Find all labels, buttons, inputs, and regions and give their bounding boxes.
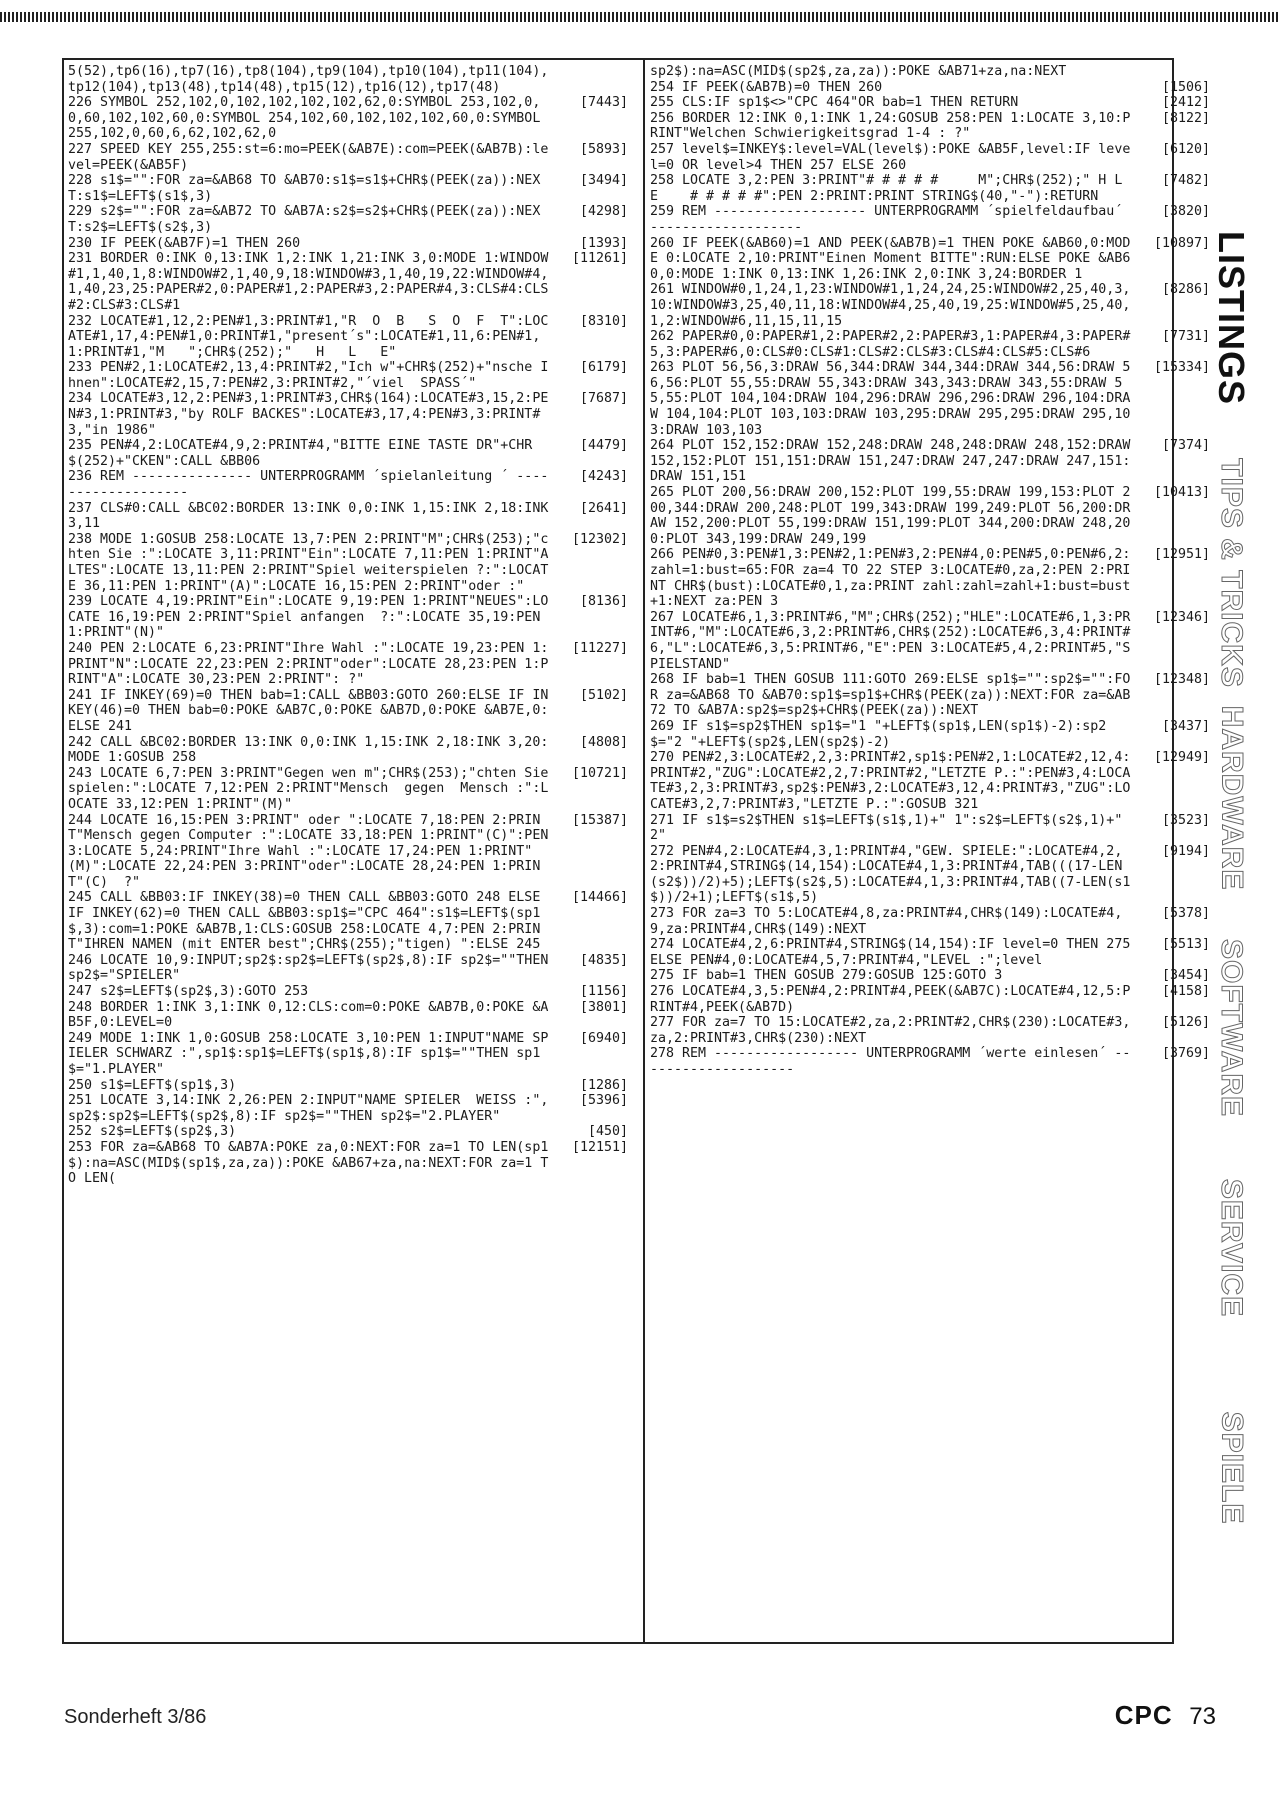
code-line — [68, 142, 628, 173]
issue-label: Sonderheft 3/86 — [64, 1706, 207, 1728]
code-text: 263 PLOT 56,56,3:DRAW 56,344:DRAW 344,344:DRAW 344,56:DRAW 56,56:PLOT 55,55:DRAW 55,343:DRAW 343,343:DRAW 343,55:DRAW 55,55:PLOT 104,104:DRAW 104,296:DRAW 296,296:DRAW 296,104:DRAW 104,104:PLOT 103,103:DRAW 103,295:DRAW 295,295:DRAW 295,103:DRAW 103,103 — [650, 360, 1131, 438]
sidebar-section-text: SPIELE — [1215, 1411, 1249, 1525]
code-text: 277 FOR za=7 TO 15:LOCATE#2,za,2:PRINT#2,CHR$(230):LOCATE#3,za,2:PRINT#3,CHR$(230):NEXT — [650, 1015, 1131, 1046]
code-line — [68, 735, 628, 766]
code-line — [68, 204, 628, 235]
code-text: 266 PEN#0,3:PEN#1,3:PEN#2,1:PEN#3,2:PEN#4,0:PEN#5,0:PEN#6,2:zahl=1:bust=65:FOR za=4 TO 22 STEP 3:LOCATE#0,za,2:PEN 2:PRINT CHR$(bust):LOCATE#0,1,za:PRINT zahl:zahl=zahl+1:bust=bust+1:NEXT za:PEN 3 — [650, 547, 1131, 610]
code-text: 230 IF PEEK(&AB7F)=1 THEN 260 — [68, 235, 301, 251]
sidebar-section-text: SERVICE — [1215, 1178, 1249, 1318]
code-line — [650, 937, 1210, 968]
code-line — [650, 1046, 1210, 1077]
checksum: [3494] — [579, 173, 628, 189]
checksum: [11227] — [571, 640, 628, 656]
checksum: [5102] — [579, 687, 628, 703]
code-text: 238 MODE 1:GOSUB 258:LOCATE 13,7:PEN 2:PRINT"M";CHR$(253);"chten Sie :":LOCATE 3,11:PRINT"Ein":LOCATE 7,11:PEN 1:PRINT"ALTES":LOCATE 13,11:PEN 2:PRINT"Spiel weiterspielen ?:":LOCATE 36,11:PEN 1:PRINT"(A)":LOCATE 16,15:PEN 2:PRINT"oder :" — [68, 531, 549, 594]
code-text: 267 LOCATE#6,1,3:PRINT#6,"M";CHR$(252);"HLE":LOCATE#6,1,3:PRINT#6,"M":LOCATE#6,3,2:PRINT#6,CHR$(252):LOCATE#6,3,4:PRINT#6,"L":LOCATE#6,3,5:PRINT#6,"E":PEN 3:LOCATE#5,4,2:PRINT#5,"SPIELSTAND" — [650, 609, 1131, 672]
code-text: 262 PAPER#0,0:PAPER#1,2:PAPER#2,2:PAPER#3,1:PAPER#4,3:PAPER#5,3:PAPER#6,0:CLS#0:CLS#1:CLS#2:CLS#3:CLS#4:CLS#5:CLS#6 — [650, 329, 1131, 360]
code-line — [68, 688, 628, 735]
checksum: [5396] — [579, 1093, 628, 1109]
sidebar-section-text: LISTINGS — [1211, 230, 1253, 406]
code-line — [68, 532, 628, 594]
code-line — [650, 64, 1210, 80]
checksum: [10721] — [571, 765, 628, 781]
code-text: 270 PEN#2,3:LOCATE#2,2,3:PRINT#2,sp1$:PEN#2,1:LOCATE#2,12,4:PRINT#2,"ZUG":LOCATE#2,2,7:PRINT#2,"LETZTE P.:":PEN#3,4:LOCATE#3,2,3:PRINT#3,sp2$:PEN#3,2:LOCATE#3,12,4:PRINT#3,"ZUG":LOCATE#3,2,7:PRINT#3,"LETZTE P.:":GOSUB 321 — [650, 750, 1131, 812]
checksum: [8286] — [1161, 282, 1210, 298]
code-text: 227 SPEED KEY 255,255:st=6:mo=PEEK(&AB7E):com=PEEK(&AB7B):level=PEEK(&AB5F) — [68, 141, 549, 173]
code-line — [68, 813, 628, 891]
top-border-rule — [0, 12, 1280, 22]
code-text: 275 IF bab=1 THEN GOSUB 279:GOSUB 125:GOTO 3 — [650, 968, 1003, 984]
code-line — [650, 719, 1210, 750]
checksum: [4808] — [579, 734, 628, 750]
sidebar-section-text: HARDWARE — [1215, 705, 1249, 891]
sidebar-section-text: TIPS & TRICKS — [1215, 458, 1248, 688]
code-text: 243 LOCATE 6,7:PEN 3:PRINT"Gegen wen m";CHR$(253);"chten Sie spielen:":LOCATE 7,12:PEN 2:PRINT"Mensch gegen Mensch :":LOCATE 33,12:PEN 1:PRINT"(M)" — [68, 765, 557, 812]
checksum: [12346] — [1153, 609, 1210, 625]
code-line — [68, 438, 628, 469]
code-line — [68, 173, 628, 204]
code-text: 249 MODE 1:INK 1,0:GOSUB 258:LOCATE 3,10:PEN 1:INPUT"NAME SPIELER SCHWARZ :",sp1$:sp1$=LEFT$(sp1$,8):IF sp1$=""THEN sp1$="1.PLAYER" — [68, 1030, 549, 1077]
code-text: 256 BORDER 12:INK 0,1:INK 1,24:GOSUB 258:PEN 1:LOCATE 3,10:PRINT"Welchen Schwierigkeitsgrad 1-4 : ?" — [650, 110, 1131, 142]
code-line — [650, 95, 1210, 111]
checksum: [6179] — [579, 360, 628, 376]
checksum: [4835] — [579, 952, 628, 968]
section-sidebar — [1186, 58, 1276, 1644]
checksum: [12951] — [1153, 547, 1210, 563]
sidebar-section-label — [1186, 178, 1276, 458]
checksum: [3769] — [1161, 1046, 1210, 1062]
checksum: [12949] — [1153, 750, 1210, 766]
code-line — [650, 111, 1210, 142]
code-text: 250 s1$=LEFT$(sp1$,3) — [68, 1077, 237, 1093]
code-text: 237 CLS#0:CALL &BC02:BORDER 13:INK 0,0:INK 1,15:INK 2,18:INK 3,11 — [68, 500, 557, 532]
checksum: [5126] — [1161, 1015, 1210, 1031]
code-text: 251 LOCATE 3,14:INK 2,26:PEN 2:INPUT"NAME SPIELER WEISS :",sp2$:sp2$=LEFT$(sp2$,8):IF sp2$=""THEN sp2$="2.PLAYER" — [68, 1093, 549, 1124]
code-text: 278 REM ------------------ UNTERPROGRAMM ´werte einlesen´ -------------------- — [650, 1046, 1131, 1077]
code-line — [650, 204, 1210, 235]
code-line — [68, 953, 628, 984]
code-line — [650, 80, 1210, 96]
code-line — [68, 1140, 628, 1187]
code-text: 231 BORDER 0:INK 0,13:INK 1,2:INK 1,21:INK 3,0:MODE 1:WINDOW#1,1,40,1,8:WINDOW#2,1,40,9,18:WINDOW#3,1,40,19,22:WINDOW#4,1,40,23,25:PAPER#2,0:PAPER#1,2:PAPER#3,2:PAPER#4,3:CLS#4:CLS#2:CLS#3:CLS#1 — [68, 251, 549, 313]
code-line — [68, 890, 628, 952]
code-text: 255 CLS:IF sp1$<>"CPC 464"OR bab=1 THEN RETURN — [650, 95, 1019, 111]
code-text: 235 PEN#4,2:LOCATE#4,9,2:PRINT#4,"BITTE EINE TASTE DR"+CHR$(252)+"CKEN":CALL &BB06 — [68, 438, 533, 469]
checksum: [5893] — [579, 141, 628, 157]
column-divider — [643, 58, 645, 1644]
code-text: 232 LOCATE#1,12,2:PEN#1,3:PRINT#1,"R O B S O F T":LOCATE#1,17,4:PEN#1,0:PRINT#1,"present´s":LOCATE#1,11,6:PEN#1,1:PRINT#1,"M ";CHR$(252);" H L E" — [68, 313, 549, 360]
code-text: 246 LOCATE 10,9:INPUT;sp2$:sp2$=LEFT$(sp2$,8):IF sp2$=""THEN sp2$="SPIELER" — [68, 952, 557, 984]
checksum: [7482] — [1161, 173, 1210, 189]
code-line — [650, 813, 1210, 844]
code-text: 240 PEN 2:LOCATE 6,23:PRINT"Ihre Wahl :":LOCATE 19,23:PEN 1:PRINT"N":LOCATE 22,23:PEN 2:PRINT"oder":LOCATE 28,23:PEN 1:PRINT"A":LOCATE 30,23:PEN 2:PRINT": ?" — [68, 640, 549, 688]
code-line — [650, 844, 1210, 906]
code-text: 245 CALL &BB03:IF INKEY(38)=0 THEN CALL &BB03:GOTO 248 ELSE IF INKEY(62)=0 THEN CALL &BB03:sp1$="CPC 464":s1$=LEFT$(sp1$,3):com=1:POKE &AB7B,1:CLS:GOSUB 258:LOCATE 4,7:PEN 2:PRINT"IHREN NAMEN (mit ENTER best";CHR$(255);"tigen) ":ELSE 245 — [68, 890, 549, 953]
code-line — [68, 641, 628, 688]
code-line — [68, 469, 628, 500]
checksum: [6120] — [1161, 141, 1210, 157]
checksum: [15334] — [1153, 360, 1210, 376]
code-line — [68, 1124, 628, 1140]
code-text: 260 IF PEEK(&AB60)=1 AND PEEK(&AB7B)=1 THEN POKE &AB60,0:MODE 0:LOCATE 2,10:PRINT"Einen Moment BITTE":RUN:ELSE POKE &AB60,0:MODE 1:INK 0,13:INK 1,26:INK 2,0:INK 3,24:BORDER 1 — [650, 235, 1131, 282]
code-text: 257 level$=INKEY$:level=VAL(level$):POKE &AB5F,level:IF level=0 OR level>4 THEN 257 ELSE 260 — [650, 141, 1131, 173]
code-line — [650, 547, 1210, 609]
code-text: 271 IF s1$=s2$THEN s1$=LEFT$(s1$,1)+" 1":s2$=LEFT$(s2$,1)+" 2" — [650, 812, 1131, 844]
code-text: 228 s1$="":FOR za=&AB68 TO &AB70:s1$=s1$+CHR$(PEEK(za)):NEXT:s1$=LEFT$(s1$,3) — [68, 173, 541, 204]
code-line — [650, 984, 1210, 1015]
checksum: [11261] — [571, 251, 628, 267]
code-line — [650, 1015, 1210, 1046]
code-line — [68, 314, 628, 361]
code-text: 241 IF INKEY(69)=0 THEN bab=1:CALL &BB03:GOTO 260:ELSE IF INKEY(46)=0 THEN bab=0:POKE &AB7C,0:POKE &AB7D,0:POKE &AB7E,0:ELSE 241 — [68, 687, 549, 734]
code-text: 261 WINDOW#0,1,24,1,23:WINDOW#1,1,24,24,25:WINDOW#2,25,40,3,10:WINDOW#3,25,40,11,18:WINDOW#4,25,40,19,25:WINDOW#5,25,40,1,2:WINDOW#6,11,15,11,15 — [650, 282, 1131, 329]
magazine-brand: CPC — [1114, 1700, 1173, 1730]
checksum: [8310] — [579, 313, 628, 329]
code-line — [68, 1000, 628, 1031]
code-line — [68, 766, 628, 813]
checksum: [1156] — [579, 984, 628, 1000]
code-line — [68, 1031, 628, 1078]
code-line — [650, 142, 1210, 173]
checksum: [7443] — [579, 95, 628, 111]
code-line — [68, 984, 628, 1000]
checksum: [12302] — [571, 531, 628, 547]
code-text: 252 s2$=LEFT$(sp2$,3) — [68, 1124, 237, 1140]
code-line — [650, 236, 1210, 283]
sidebar-section-label — [1186, 918, 1276, 1138]
sidebar-section-label — [1186, 1368, 1276, 1568]
code-text: 236 REM --------------- UNTERPROGRAMM ´spielanleitung ´ ------------------- — [68, 469, 549, 501]
sidebar-section-text: SOFTWARE — [1215, 939, 1248, 1117]
code-line — [68, 1078, 628, 1094]
code-text: 272 PEN#4,2:LOCATE#4,3,1:PRINT#4,"GEW. SPIELE:":LOCATE#4,2,2:PRINT#4,STRING$(14,154):LOCATE#4,1,3:PRINT#4,TAB(((17-LEN(s2$))/2)+5);LEFT$(s2$,5):LOCATE#4,1,3:PRINT#4,TAB((7-LEN(s1$))/2+1);LEFT$(s1$,5) — [650, 843, 1131, 906]
code-text: 264 PLOT 152,152:DRAW 152,248:DRAW 248,248:DRAW 248,152:DRAW 152,152:PLOT 151,151:DRAW 151,247:DRAW 247,247:DRAW 247,151:DRAW 151,151 — [650, 438, 1139, 485]
code-text: 226 SYMBOL 252,102,0,102,102,102,102,62,0:SYMBOL 253,102,0,0,60,102,102,60,0:SYMBOL 254,102,60,102,102,102,60,0:SYMBOL 255,102,0,60,6,62,102,62,0 — [68, 95, 549, 142]
checksum: [6940] — [579, 1030, 628, 1046]
checksum: [3523] — [1161, 812, 1210, 828]
code-text: 229 s2$="":FOR za=&AB72 TO &AB7A:s2$=s2$+CHR$(PEEK(za)):NEXT:s2$=LEFT$(s2$,3) — [68, 204, 541, 235]
sidebar-section-label — [1186, 458, 1276, 688]
checksum: [9194] — [1161, 843, 1210, 859]
code-text: 234 LOCATE#3,12,2:PEN#3,1:PRINT#3,CHR$(164):LOCATE#3,15,2:PEN#3,1:PRINT#3,"by ROLF BACKES":LOCATE#3,17,4:PEN#3,3:PRINT#3,"in 1986" — [68, 391, 549, 438]
checksum: [10897] — [1153, 235, 1210, 251]
sidebar-section-label — [1186, 688, 1276, 908]
checksum: [2641] — [579, 500, 628, 516]
checksum: [2412] — [1161, 95, 1210, 111]
listing-column-right — [650, 64, 1210, 1078]
code-line — [68, 251, 628, 313]
checksum: [10413] — [1153, 485, 1210, 501]
code-line — [68, 95, 628, 142]
checksum: [12348] — [1153, 672, 1210, 688]
code-line — [68, 64, 628, 95]
code-text: 244 LOCATE 16,15:PEN 3:PRINT" oder ":LOCATE 7,18:PEN 2:PRINT"Mensch gegen Computer :":LOCATE 33,18:PEN 1:PRINT"(C)":PEN 3:LOCATE 5,24:PRINT"Ihre Wahl :":LOCATE 17,24:PEN 1:PRINT"(M)":LOCATE 22,24:PEN 3:PRINT"oder":LOCATE 28,24:PEN 1:PRINT"(C) ?" — [68, 812, 557, 890]
checksum: [3437] — [1161, 718, 1210, 734]
sidebar-section-label — [1186, 1148, 1276, 1348]
code-text: 253 FOR za=&AB68 TO &AB7A:POKE za,0:NEXT:FOR za=1 TO LEN(sp1$):na=ASC(MID$(sp1$,za,za)):POKE &AB67+za,na:NEXT:FOR za=1 TO LEN( — [68, 1139, 549, 1187]
page-footer — [1115, 1700, 1216, 1731]
checksum: [450] — [587, 1124, 628, 1140]
code-line — [650, 173, 1210, 204]
code-text: 269 IF s1$=sp2$THEN sp1$="1 "+LEFT$(sp1$,LEN(sp1$)-2):sp2$="2 "+LEFT$(sp2$,LEN(sp2$)-2) — [650, 718, 1107, 750]
code-line — [650, 968, 1210, 984]
checksum: [15387] — [571, 812, 628, 828]
checksum: [4479] — [579, 438, 628, 454]
code-line — [650, 750, 1210, 812]
code-line — [650, 282, 1210, 329]
code-text: 274 LOCATE#4,2,6:PRINT#4,STRING$(14,154):IF level=0 THEN 275 ELSE PEN#4,0:LOCATE#4,5,7:PRINT#4,"LEVEL :";level — [650, 937, 1139, 968]
code-line — [650, 610, 1210, 672]
checksum: [1286] — [579, 1077, 628, 1093]
code-line — [68, 391, 628, 438]
code-text: 276 LOCATE#4,3,5:PEN#4,2:PRINT#4,PEEK(&AB7C):LOCATE#4,12,5:PRINT#4,PEEK(&AB7D) — [650, 984, 1131, 1015]
checksum: [7687] — [579, 391, 628, 407]
code-text: 273 FOR za=3 TO 5:LOCATE#4,8,za:PRINT#4,CHR$(149):LOCATE#4,9,za:PRINT#4,CHR$(149):NEXT — [650, 906, 1123, 937]
code-text: 254 IF PEEK(&AB7B)=0 THEN 260 — [650, 79, 883, 95]
checksum: [4243] — [579, 469, 628, 485]
code-text: 265 PLOT 200,56:DRAW 200,152:PLOT 199,55:DRAW 199,153:PLOT 200,344:DRAW 200,248:PLOT 199,343:DRAW 199,249:PLOT 56,200:DRAW 152,200:PLOT 55,199:DRAW 151,199:PLOT 344,200:DRAW 248,200:PLOT 343,199:DRAW 249,199 — [650, 485, 1131, 547]
checksum: [7731] — [1161, 329, 1210, 345]
checksum: [3820] — [1161, 204, 1210, 220]
code-text: 242 CALL &BC02:BORDER 13:INK 0,0:INK 1,15:INK 2,18:INK 3,20:MODE 1:GOSUB 258 — [68, 734, 549, 766]
code-text: 5(52),tp6(16),tp7(16),tp8(104),tp9(104),tp10(104),tp11(104),tp12(104),tp13(48),tp14(48),tp15(12),tp16(12),tp17(48) — [68, 64, 549, 95]
code-line — [68, 236, 628, 252]
code-text: 233 PEN#2,1:LOCATE#2,13,4:PRINT#2,"Ich w"+CHR$(252)+"nsche Ihnen":LOCATE#2,15,7:PEN#2,3:PRINT#2,"´viel SPASS´" — [68, 360, 549, 391]
code-line — [68, 594, 628, 641]
code-text: 248 BORDER 1:INK 3,1:INK 0,12:CLS:com=0:POKE &AB7B,0:POKE &AB5F,0:LEVEL=0 — [68, 999, 549, 1031]
code-line — [68, 360, 628, 391]
page-number: 73 — [1189, 1703, 1216, 1730]
checksum: [3801] — [579, 999, 628, 1015]
code-text: 258 LOCATE 3,2:PEN 3:PRINT"# # # # # M";CHR$(252);" H L E # # # # #":PEN 2:PRINT:PRINT STRING$(40,"-"):RETURN — [650, 173, 1131, 204]
checksum: [5513] — [1161, 937, 1210, 953]
code-text: 259 REM ------------------- UNTERPROGRAMM ´spielfeldaufbau´ ------------------- — [650, 204, 1131, 235]
checksum: [1393] — [579, 235, 628, 251]
code-line — [650, 485, 1210, 547]
checksum: [1506] — [1161, 79, 1210, 95]
checksum: [12151] — [571, 1139, 628, 1155]
code-text: sp2$):na=ASC(MID$(sp2$,za,za)):POKE &AB71+za,na:NEXT — [650, 64, 1067, 79]
code-line — [650, 438, 1210, 485]
checksum: [3454] — [1161, 968, 1210, 984]
checksum: [4158] — [1161, 984, 1210, 1000]
code-line — [650, 672, 1210, 719]
checksum: [4298] — [579, 204, 628, 220]
checksum: [8122] — [1161, 110, 1210, 126]
listing-column-left — [68, 64, 628, 1187]
checksum: [14466] — [571, 890, 628, 906]
checksum: [8136] — [579, 594, 628, 610]
checksum: [5378] — [1161, 906, 1210, 922]
code-text: 268 IF bab=1 THEN GOSUB 111:GOTO 269:ELSE sp1$="":sp2$="":FOR za=&AB68 TO &AB70:sp1$=sp1$+CHR$(PEEK(za)):NEXT:FOR za=&AB72 TO &AB7A:sp2$=sp2$+CHR$(PEEK(za)):NEXT — [650, 672, 1131, 719]
code-text: 247 s2$=LEFT$(sp2$,3):GOTO 253 — [68, 984, 309, 1000]
code-line — [650, 906, 1210, 937]
code-line — [68, 501, 628, 532]
code-text: 239 LOCATE 4,19:PRINT"Ein":LOCATE 9,19:PEN 1:PRINT"NEUES":LOCATE 16,19:PEN 2:PRINT"Spiel anfangen ?:":LOCATE 35,19:PEN 1:PRINT"(N)" — [68, 594, 549, 641]
code-line — [650, 329, 1210, 360]
checksum: [7374] — [1161, 438, 1210, 454]
code-line — [68, 1093, 628, 1124]
code-line — [650, 360, 1210, 438]
